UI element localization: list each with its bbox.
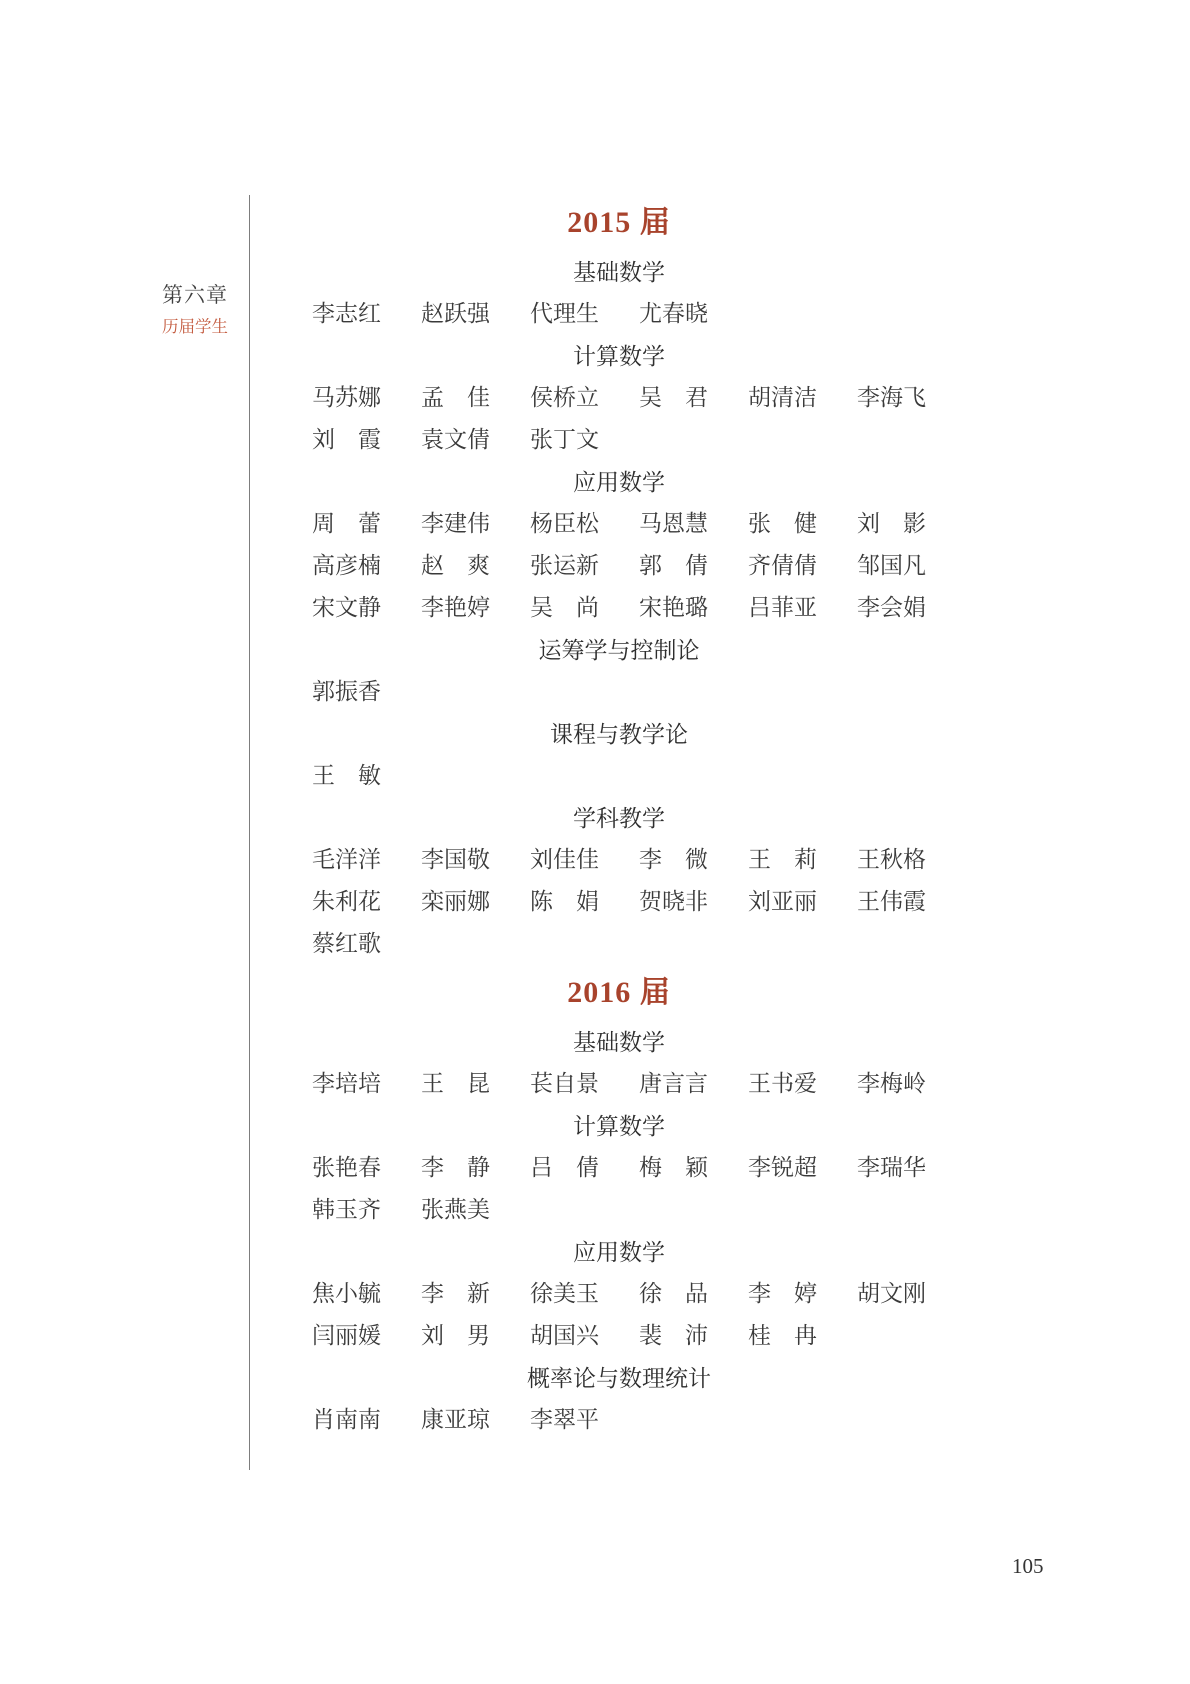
student-name: 李国敬 xyxy=(421,847,490,872)
page-number: 105 xyxy=(1012,1554,1044,1578)
student-name: 吴尚 xyxy=(530,595,622,620)
student-name: 桂冉 xyxy=(748,1323,840,1348)
name-row xyxy=(312,511,949,536)
name-row xyxy=(312,428,926,452)
student-name: 韩玉齐 xyxy=(312,1197,381,1222)
student-name: 李培培 xyxy=(312,1071,381,1096)
student-name: 邹国凡 xyxy=(857,553,926,578)
student-name: 唐言言 xyxy=(639,1071,708,1096)
student-roster xyxy=(312,204,949,1450)
student-name: 胡清洁 xyxy=(748,385,817,410)
student-name: 李海飞 xyxy=(857,385,926,410)
year-heading: 2015 届 xyxy=(567,206,671,239)
chapter-title: 第六章 xyxy=(162,283,228,307)
student-name: 张艳春 xyxy=(312,1155,381,1180)
student-name: 张运新 xyxy=(530,553,599,578)
name-row xyxy=(312,596,926,620)
student-name: 赵跃强 xyxy=(421,301,490,326)
student-name: 吴君 xyxy=(639,385,731,410)
student-name: 王书爱 xyxy=(748,1071,817,1096)
student-name: 吕倩 xyxy=(530,1155,622,1180)
student-name: 高彦楠 xyxy=(312,553,381,578)
name-row xyxy=(312,386,926,410)
year-section xyxy=(312,204,949,956)
student-name: 李艳婷 xyxy=(421,595,490,620)
student-name: 李婷 xyxy=(748,1281,840,1306)
student-name: 苌自景 xyxy=(530,1071,599,1096)
student-name: 李锐超 xyxy=(748,1155,817,1180)
student-name: 贺晓非 xyxy=(639,889,708,914)
student-name: 肖南南 xyxy=(312,1407,381,1432)
name-row xyxy=(312,1408,926,1432)
student-name: 张丁文 xyxy=(530,427,599,452)
student-name: 吕菲亚 xyxy=(748,595,817,620)
major-heading: 计算数学 xyxy=(573,1113,665,1139)
name-row xyxy=(312,1072,926,1096)
student-name: 王敏 xyxy=(312,763,404,788)
student-name: 李静 xyxy=(421,1155,513,1180)
major-heading: 应用数学 xyxy=(573,1239,665,1265)
student-name: 胡文刚 xyxy=(857,1281,926,1306)
student-name: 张燕美 xyxy=(421,1197,490,1222)
student-name: 尤春晓 xyxy=(639,301,708,326)
student-name: 李梅岭 xyxy=(857,1071,926,1096)
student-name: 王伟霞 xyxy=(857,889,926,914)
student-name: 袁文倩 xyxy=(421,427,490,452)
student-name: 刘佳佳 xyxy=(530,847,599,872)
student-name: 李翠平 xyxy=(530,1407,599,1432)
major-heading: 计算数学 xyxy=(573,343,665,369)
major-heading: 基础数学 xyxy=(573,1029,665,1055)
major-heading: 学科教学 xyxy=(573,805,665,831)
major-heading: 应用数学 xyxy=(573,469,665,495)
major-heading: 课程与教学论 xyxy=(550,721,688,747)
student-name: 焦小毓 xyxy=(312,1281,381,1306)
student-name: 郭振香 xyxy=(312,679,381,704)
student-name: 侯桥立 xyxy=(530,385,599,410)
student-name: 郭倩 xyxy=(639,553,731,578)
student-name: 刘霞 xyxy=(312,427,404,452)
student-name: 裴沛 xyxy=(639,1323,731,1348)
student-name: 周蕾 xyxy=(312,511,404,536)
sidebar-divider-line xyxy=(249,195,250,1470)
student-name: 宋艳璐 xyxy=(639,595,708,620)
student-name: 栾丽娜 xyxy=(421,889,490,914)
student-name: 梅颖 xyxy=(639,1155,731,1180)
student-name: 王莉 xyxy=(748,847,840,872)
student-name: 王昆 xyxy=(421,1071,513,1096)
name-row xyxy=(312,848,926,872)
student-name: 王秋格 xyxy=(857,847,926,872)
student-name: 陈娟 xyxy=(530,889,622,914)
name-row xyxy=(312,1156,926,1180)
student-name: 李志红 xyxy=(312,301,381,326)
name-row xyxy=(312,680,926,704)
student-name: 李微 xyxy=(639,847,731,872)
student-name: 蔡红歌 xyxy=(312,931,381,956)
name-row xyxy=(312,932,926,956)
student-name: 代理生 xyxy=(530,301,599,326)
student-name: 李会娟 xyxy=(857,595,926,620)
student-name: 刘男 xyxy=(421,1323,513,1348)
major-heading: 概率论与数理统计 xyxy=(527,1365,711,1391)
year-section xyxy=(312,974,926,1432)
name-row xyxy=(312,890,926,914)
student-name: 朱利花 xyxy=(312,889,381,914)
student-name: 闫丽媛 xyxy=(312,1323,381,1348)
major-heading: 运筹学与控制论 xyxy=(538,637,700,663)
student-name: 李建伟 xyxy=(421,511,490,536)
student-name: 胡国兴 xyxy=(530,1323,599,1348)
student-name: 齐倩倩 xyxy=(748,553,817,578)
chapter-sidebar xyxy=(100,283,228,337)
student-name: 杨臣松 xyxy=(530,511,599,536)
student-name: 宋文静 xyxy=(312,595,381,620)
name-row xyxy=(312,554,926,578)
student-name: 李新 xyxy=(421,1281,513,1306)
student-name: 徐美玉 xyxy=(530,1281,599,1306)
student-name: 孟佳 xyxy=(421,385,513,410)
student-name: 李瑞华 xyxy=(857,1155,926,1180)
chapter-subtitle: 历届学生 xyxy=(162,317,228,336)
name-row xyxy=(312,1324,926,1348)
student-name: 康亚琼 xyxy=(421,1407,490,1432)
student-name: 赵爽 xyxy=(421,553,513,578)
student-name: 徐品 xyxy=(639,1281,731,1306)
year-heading: 2016 届 xyxy=(567,976,671,1009)
name-row xyxy=(312,302,926,326)
student-name: 张健 xyxy=(748,511,840,536)
name-row xyxy=(312,764,926,788)
student-name: 刘亚丽 xyxy=(748,889,817,914)
student-name: 刘影 xyxy=(857,511,949,536)
name-row xyxy=(312,1282,926,1306)
student-name: 马苏娜 xyxy=(312,385,381,410)
student-name: 毛洋洋 xyxy=(312,847,381,872)
student-name: 马恩慧 xyxy=(639,511,708,536)
name-row xyxy=(312,1198,926,1222)
major-heading: 基础数学 xyxy=(573,259,665,285)
